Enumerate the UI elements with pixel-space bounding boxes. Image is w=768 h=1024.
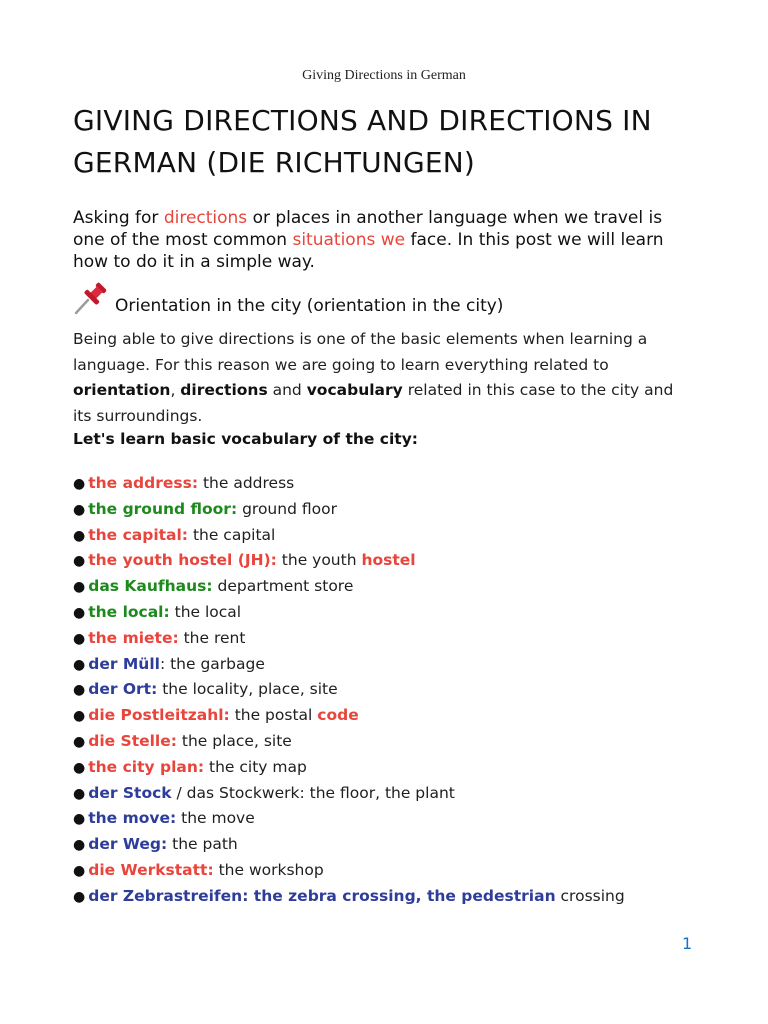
bullet-dot: ● [73,579,86,596]
para-text-4: related in this case to the city and its surroundings. [73,381,674,425]
vocab-definition: crossing [555,886,625,905]
vocab-item [73,755,713,781]
para-text-2: , [170,381,181,399]
vocab-term[interactable]: der Weg: [88,835,168,854]
vocab-term[interactable]: der Zebrastreifen: the zebra crossing, the pedestrian [88,886,556,905]
vocab-definition: the path [167,835,238,854]
bullet-dot: ● [73,811,86,828]
vocab-item [73,703,713,729]
vocab-definition: ground floor [237,499,337,518]
bullet-dot: ● [73,862,86,879]
vocab-term[interactable]: der Stock [88,783,172,802]
bold-orientation: orientation [73,381,171,399]
vocab-definition: the workshop [213,860,324,879]
vocab-definition: the address [198,474,295,492]
vocabulary-list [73,471,713,910]
directions-link[interactable]: directions [163,208,248,228]
vocab-item [73,471,713,497]
intro-text-3: face. In this post we will learn how to do it in a simple way. [73,230,664,272]
vocab-term[interactable]: the local: [88,602,170,621]
bullet-dot: ● [73,837,86,854]
bullet-dot: ● [73,656,86,673]
vocab-item [73,600,713,626]
vocab-term[interactable]: the ground floor: [88,499,238,518]
intro-paragraph [73,207,698,273]
vocab-definition: the youth [276,551,362,570]
vocab-item [73,652,713,678]
bullet-dot: ● [73,759,86,776]
vocab-definition: the move [176,809,255,828]
page-title: GIVING DIRECTIONS AND DIRECTIONS IN GERMAN (DIE RICHTUNGEN) [73,104,652,179]
bullet-dot: ● [73,630,86,647]
vocab-term[interactable]: der Ort: [88,680,158,699]
bullet-dot: ● [73,888,86,905]
vocab-item [73,548,713,574]
section-subheading [73,280,713,320]
vocab-item [73,574,713,600]
vocab-term[interactable]: das Kaufhaus: [88,577,213,596]
bullet-dot: ● [73,527,86,544]
page-number[interactable]: 1 [682,934,693,953]
bullet-dot: ● [73,733,86,750]
vocab-item [73,626,713,652]
bullet-dot: ● [73,476,86,492]
subheading-text: Orientation in the city (orientation in the city) [115,296,504,316]
vocab-definition: the rent [178,628,246,647]
vocab-item [73,497,713,523]
para-text-3: and [267,381,307,399]
vocab-definition: the postal [229,706,318,725]
vocab-highlight[interactable]: hostel [361,551,416,570]
vocab-item [73,781,713,807]
vocab-definition: the capital [188,525,276,544]
learn-heading: Let's learn basic vocabulary of the city: [73,430,419,448]
para-text-1: Being able to give directions is one of the basic elements when learning a language. For this reason we are going to learn everything related to [73,330,648,374]
vocab-term[interactable]: die Stelle: [88,731,177,750]
vocab-item [73,677,713,703]
situations-link[interactable]: situations we [292,230,406,250]
vocab-definition: the locality, place, site [157,680,338,699]
bullet-dot: ● [73,501,86,518]
body-paragraph [73,327,693,429]
bullet-dot: ● [73,785,86,802]
vocab-definition: department store [212,577,354,596]
vocab-term[interactable]: the move: [88,809,177,828]
vocab-term[interactable]: der Müll [88,654,160,673]
bullet-dot: ● [73,708,86,725]
vocab-item [73,858,713,884]
vocab-highlight[interactable]: code [317,706,359,725]
vocab-term[interactable]: the capital: [88,525,189,544]
vocab-definition: : the garbage [159,654,265,673]
vocab-item [73,523,713,549]
bullet-dot: ● [73,604,86,621]
vocab-definition: / das Stockwerk: the floor, the plant [171,783,455,802]
vocab-definition: the place, site [176,731,292,750]
vocab-term[interactable]: die Werkstatt: [88,860,214,879]
intro-text-1: Asking for [73,208,164,228]
vocab-term[interactable]: the city plan: [88,757,205,776]
vocab-definition: the local [169,602,242,621]
vocab-definition: the city map [204,757,307,776]
running-header: Giving Directions in German [302,68,466,83]
vocab-item [73,729,713,755]
bold-directions: directions [180,381,268,399]
vocab-item [73,884,713,910]
intro-text-2: or places in another language when we travel is one of the most common [73,208,663,250]
bullet-dot: ● [73,682,86,699]
vocab-term[interactable]: the miete: [88,628,179,647]
vocab-term[interactable]: die Postleitzahl: [88,706,230,725]
vocab-term[interactable]: the youth hostel (JH): [88,551,277,570]
bold-vocabulary: vocabulary [306,381,403,399]
vocab-term[interactable]: the address: [88,474,199,492]
pushpin-icon [73,280,111,316]
vocab-item [73,832,713,858]
vocab-item [73,806,713,832]
bullet-dot: ● [73,553,86,570]
